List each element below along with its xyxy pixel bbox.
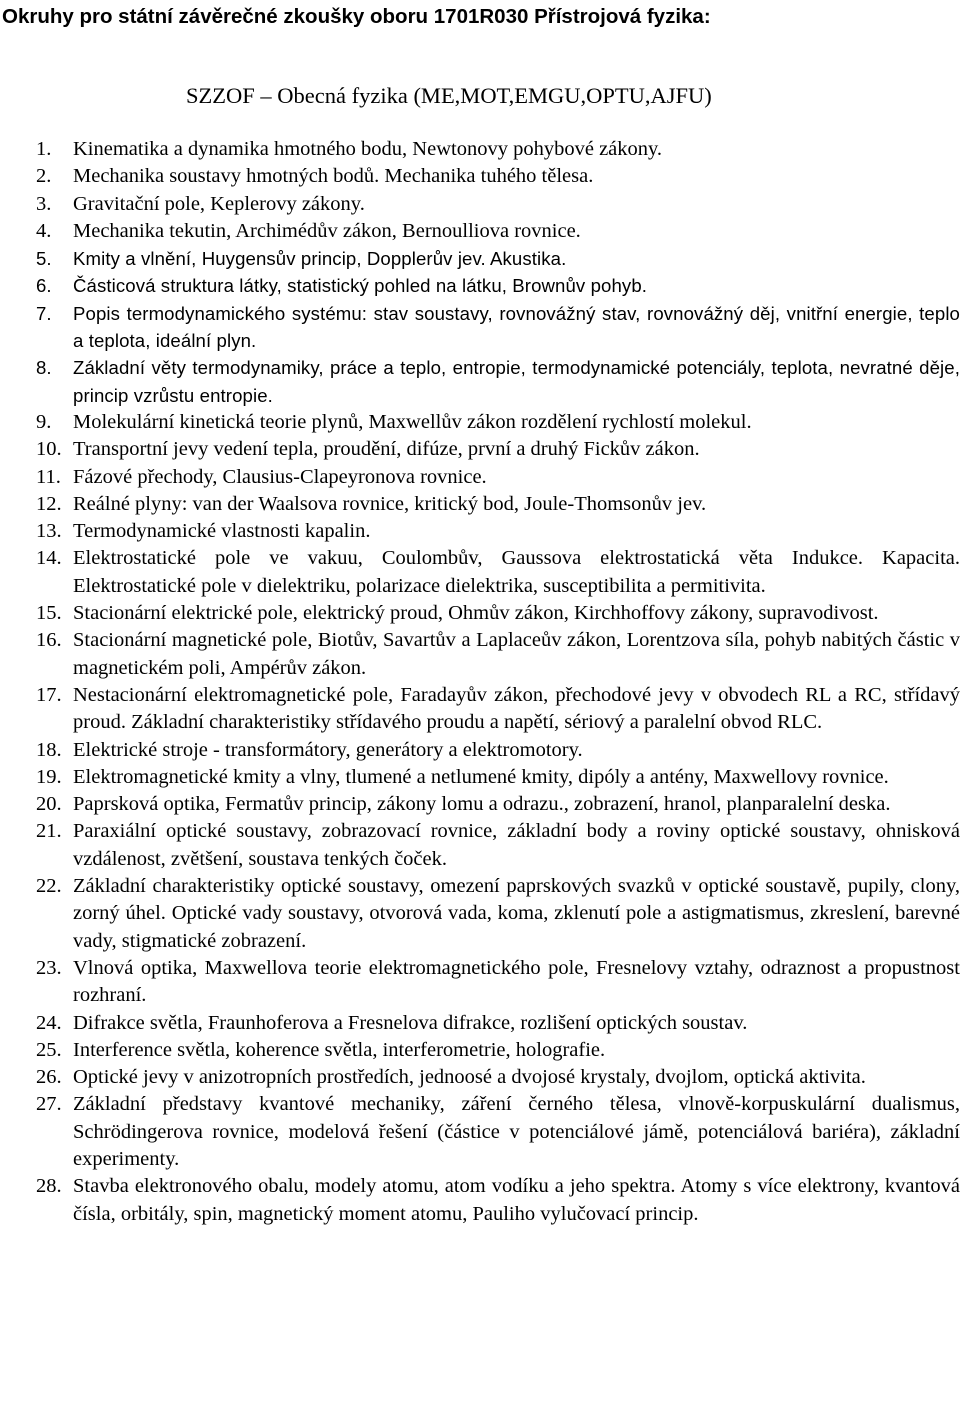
topic-text: Kmity a vlnění, Huygensův princip, Dopplerův jev. Akustika. <box>73 248 567 270</box>
topic-text: Termodynamické vlastnosti kapalin. <box>73 520 371 543</box>
topic-item <box>36 682 960 737</box>
topic-number: 25. <box>36 1038 62 1061</box>
topic-item <box>36 627 960 682</box>
topic-item <box>36 600 960 627</box>
topic-item <box>36 545 960 600</box>
topic-number: 18. <box>36 738 62 761</box>
topic-text: Částicová struktura látky, statistický pohled na látku, Brownův pohyb. <box>73 275 648 297</box>
topic-item <box>36 818 960 873</box>
topic-text: Reálné plyny: van der Waalsova rovnice, kritický bod, Joule-Thomsonův jev. <box>73 492 707 515</box>
topic-number: 2. <box>36 165 52 188</box>
topic-text: Elektrostatické pole ve vakuu, Coulombův, Gaussova elektrostatická věta Indukce. Kapacita. Elektrostatické pole v dielektriku, polarizace dielektrika, susceptibilita a permitivita. <box>73 547 960 597</box>
topic-text: Základní představy kvantové mechaniky, záření černého tělesa, vlnově-korpuskulární dualismus, Schrödingerova rovnice, modelová řešení (částice v potenciálové jámě, potenciálová bariéra), základní experimenty. <box>73 1093 960 1170</box>
topic-text: Mechanika tekutin, Archimédův zákon, Bernoulliova rovnice. <box>73 219 581 242</box>
topic-item <box>36 491 960 518</box>
topic-text: Elektromagnetické kmity a vlny, tlumené a netlumené kmity, dipóly a antény, Maxwellovy rovnice. <box>73 765 889 788</box>
topic-text: Stacionární elektrické pole, elektrický proud, Ohmův zákon, Kirchhoffovy zákony, supravodivost. <box>73 602 879 625</box>
topic-text: Vlnová optika, Maxwellova teorie elektromagnetického pole, Fresnelovy vztahy, odraznost a propustnost rozhraní. <box>73 956 960 1007</box>
topic-number: 9. <box>36 410 52 433</box>
topic-number: 13. <box>36 520 62 543</box>
topic-number: 16. <box>36 629 62 652</box>
topic-text: Transportní jevy vedení tepla, proudění, difúze, první a druhý Fickův zákon. <box>73 438 700 461</box>
topic-item <box>36 464 960 491</box>
topic-number: 24. <box>36 1011 62 1034</box>
topic-item <box>36 218 960 245</box>
topic-item <box>36 272 960 299</box>
topic-text: Mechanika soustavy hmotných bodů. Mechanika tuhého tělesa. <box>73 165 594 188</box>
topic-item <box>36 1091 960 1173</box>
topic-item <box>36 191 960 218</box>
topic-text: Elektrické stroje - transformátory, generátory a elektromotory. <box>73 738 583 761</box>
topic-number: 23. <box>36 956 62 979</box>
topic-item <box>36 791 960 818</box>
topic-number: 10. <box>36 438 62 461</box>
section-heading: SZZOF – Obecná fyzika (ME,MOT,EMGU,OPTU,AJFU) <box>186 83 712 108</box>
topic-text: Kinematika a dynamika hmotného bodu, Newtonovy pohybové zákony. <box>73 138 663 160</box>
topic-item <box>36 163 960 190</box>
topic-text: Paprsková optika, Fermatův princip, zákony lomu a odrazu., zobrazení, hranol, planparalelní deska. <box>73 793 891 816</box>
topic-number: 17. <box>36 683 62 706</box>
topic-text: Optické jevy v anizotropních prostředích, jednoosé a dvojosé krystaly, dvojlom, optická aktivita. <box>73 1066 866 1089</box>
topic-number: 14. <box>36 547 62 570</box>
topic-item <box>36 737 960 764</box>
topic-list <box>36 136 960 1228</box>
topic-number: 19. <box>36 765 62 788</box>
topic-text: Stacionární magnetické pole, Biotův, Savartův a Laplaceův zákon, Lorentzova síla, pohyb nabitých částic v magnetickém poli, Ampérův zákon. <box>73 629 960 679</box>
topic-item <box>36 245 960 272</box>
topic-number: 11. <box>36 465 61 488</box>
topic-item <box>36 1064 960 1091</box>
topic-number: 3. <box>36 192 52 215</box>
topic-number: 12. <box>36 492 62 515</box>
topic-number: 20. <box>36 793 62 816</box>
topic-item <box>36 873 960 955</box>
topic-number: 8. <box>36 357 52 379</box>
topic-number: 5. <box>36 248 52 270</box>
topic-text: Paraxiální optické soustavy, zobrazovací rovnice, základní body a roviny optické soustavy, ohnisková vzdálenost, zvětšení, soustava tenkých čoček. <box>73 820 960 870</box>
topic-number: 21. <box>36 820 62 843</box>
topic-text: Interference světla, koherence světla, interferometrie, holografie. <box>73 1038 606 1061</box>
topic-text: Difrakce světla, Fraunhoferova a Fresnelova difrakce, rozlišení optických soustav. <box>73 1011 748 1034</box>
topic-item <box>36 1037 960 1064</box>
topic-item <box>36 409 960 436</box>
topic-text: Gravitační pole, Keplerovy zákony. <box>73 192 365 215</box>
topic-text: Popis termodynamického systému: stav soustavy, rovnovážný stav, rovnovážný děj, vnitřní energie, teplo a teplota, ideální plyn. <box>73 302 960 352</box>
topic-item <box>36 1010 960 1037</box>
topic-number: 22. <box>36 875 62 898</box>
topic-text: Fázové přechody, Clausius-Clapeyronova rovnice. <box>73 465 487 488</box>
topic-item <box>36 436 960 463</box>
topic-number: 6. <box>36 275 52 297</box>
topic-number: 15. <box>36 602 62 625</box>
topic-number: 1. <box>36 138 52 160</box>
topic-item <box>36 136 960 163</box>
topic-text: Základní věty termodynamiky, práce a teplo, entropie, termodynamické potenciály, teplota, nevratné děje, princip vzrůstu entropie. <box>73 357 960 406</box>
topic-number: 7. <box>36 302 52 324</box>
topic-item <box>36 1173 960 1228</box>
topic-item <box>36 354 960 409</box>
topic-text: Nestacionární elektromagnetické pole, Faradayův zákon, přechodové jevy v obvodech RL a RC, střídavý proud. Základní charakteristiky střídavého proudu a napětí, sériový a paralelní obvod RLC. <box>73 683 960 734</box>
topic-text: Molekulární kinetická teorie plynů, Maxwellův zákon rozdělení rychlostí molekul. <box>73 410 752 433</box>
topic-text: Stavba elektronového obalu, modely atomu, atom vodíku a jeho spektra. Atomy s více elektrony, kvantová čísla, orbitály, spin, magnetický moment atomu, Pauliho vylučovací princip. <box>73 1175 960 1225</box>
topic-number: 26. <box>36 1066 62 1089</box>
topic-number: 28. <box>36 1175 62 1198</box>
topic-item <box>36 300 960 355</box>
topic-text: Základní charakteristiky optické soustavy, omezení paprskových svazků v optické soustavě, pupily, clony, zorný úhel. Optické vady soustavy, otvorová vada, koma, zklenutí pole a astigmatismus, zkreslení, barevné vady, stigmatické zobrazení. <box>73 875 960 952</box>
document-title: Okruhy pro státní závěrečné zkoušky oboru 1701R030 Přístrojová fyzika: <box>2 5 711 28</box>
topic-item <box>36 518 960 545</box>
topic-number: 27. <box>36 1093 62 1116</box>
topic-number: 4. <box>36 219 52 242</box>
topic-item <box>36 764 960 791</box>
topic-item <box>36 955 960 1010</box>
